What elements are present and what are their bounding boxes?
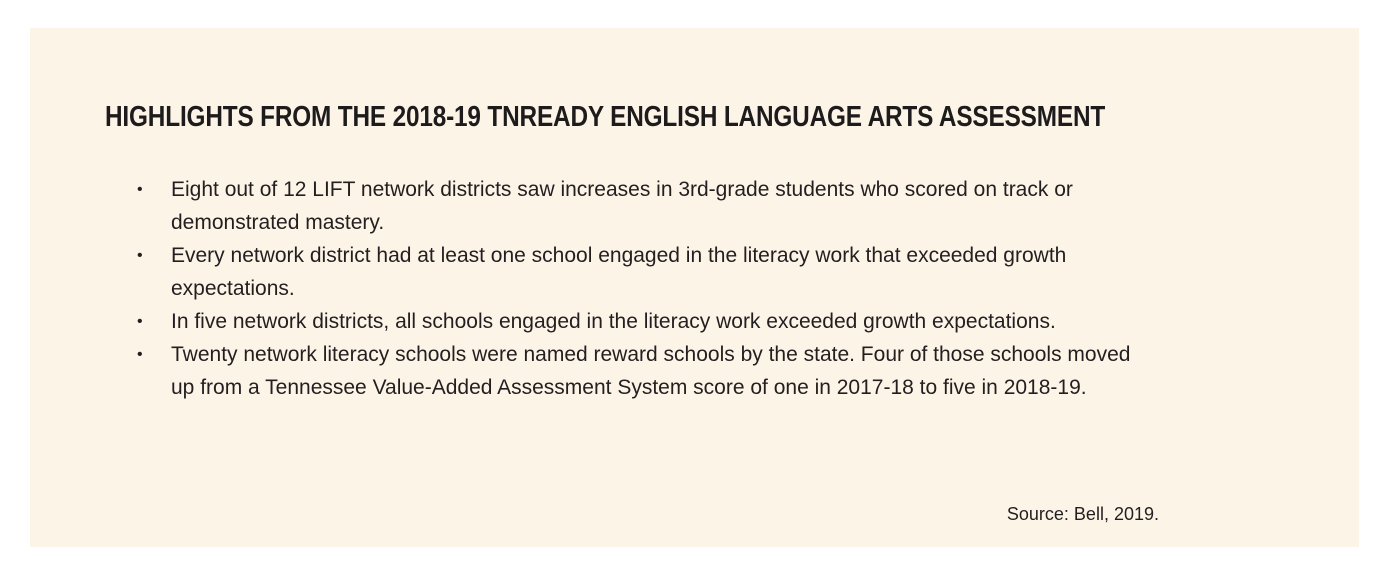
list-item (137, 173, 1137, 239)
list-item (137, 305, 1137, 338)
highlights-box (30, 28, 1359, 547)
bullet-icon: • (137, 346, 143, 363)
box-title: HIGHLIGHTS FROM THE 2018-19 TNREADY ENGLISH LANGUAGE ARTS ASSESSMENT (105, 101, 1106, 133)
bullet-icon: • (137, 313, 143, 330)
bullet-icon: • (137, 181, 143, 198)
list-item-text: In five network districts, all schools engaged in the literacy work exceeded growth expectations. (171, 310, 1056, 333)
source-citation: Source: Bell, 2019. (1006, 504, 1159, 524)
highlights-list (137, 173, 1137, 404)
list-item-text: Twenty network literacy schools were named reward schools by the state. Four of those schools moved up from a Tennessee Value-Added Assessment System score of one in 2017-18 to five in 2018-19. (171, 343, 1131, 399)
list-item-text: Eight out of 12 LIFT network districts saw increases in 3rd-grade students who scored on track or demonstrated mastery. (171, 178, 1073, 234)
list-item-text: Every network district had at least one school engaged in the literacy work that exceeded growth expectations. (171, 244, 1067, 300)
list-item (137, 338, 1137, 404)
bullet-icon: • (137, 247, 143, 264)
list-item (137, 239, 1137, 305)
